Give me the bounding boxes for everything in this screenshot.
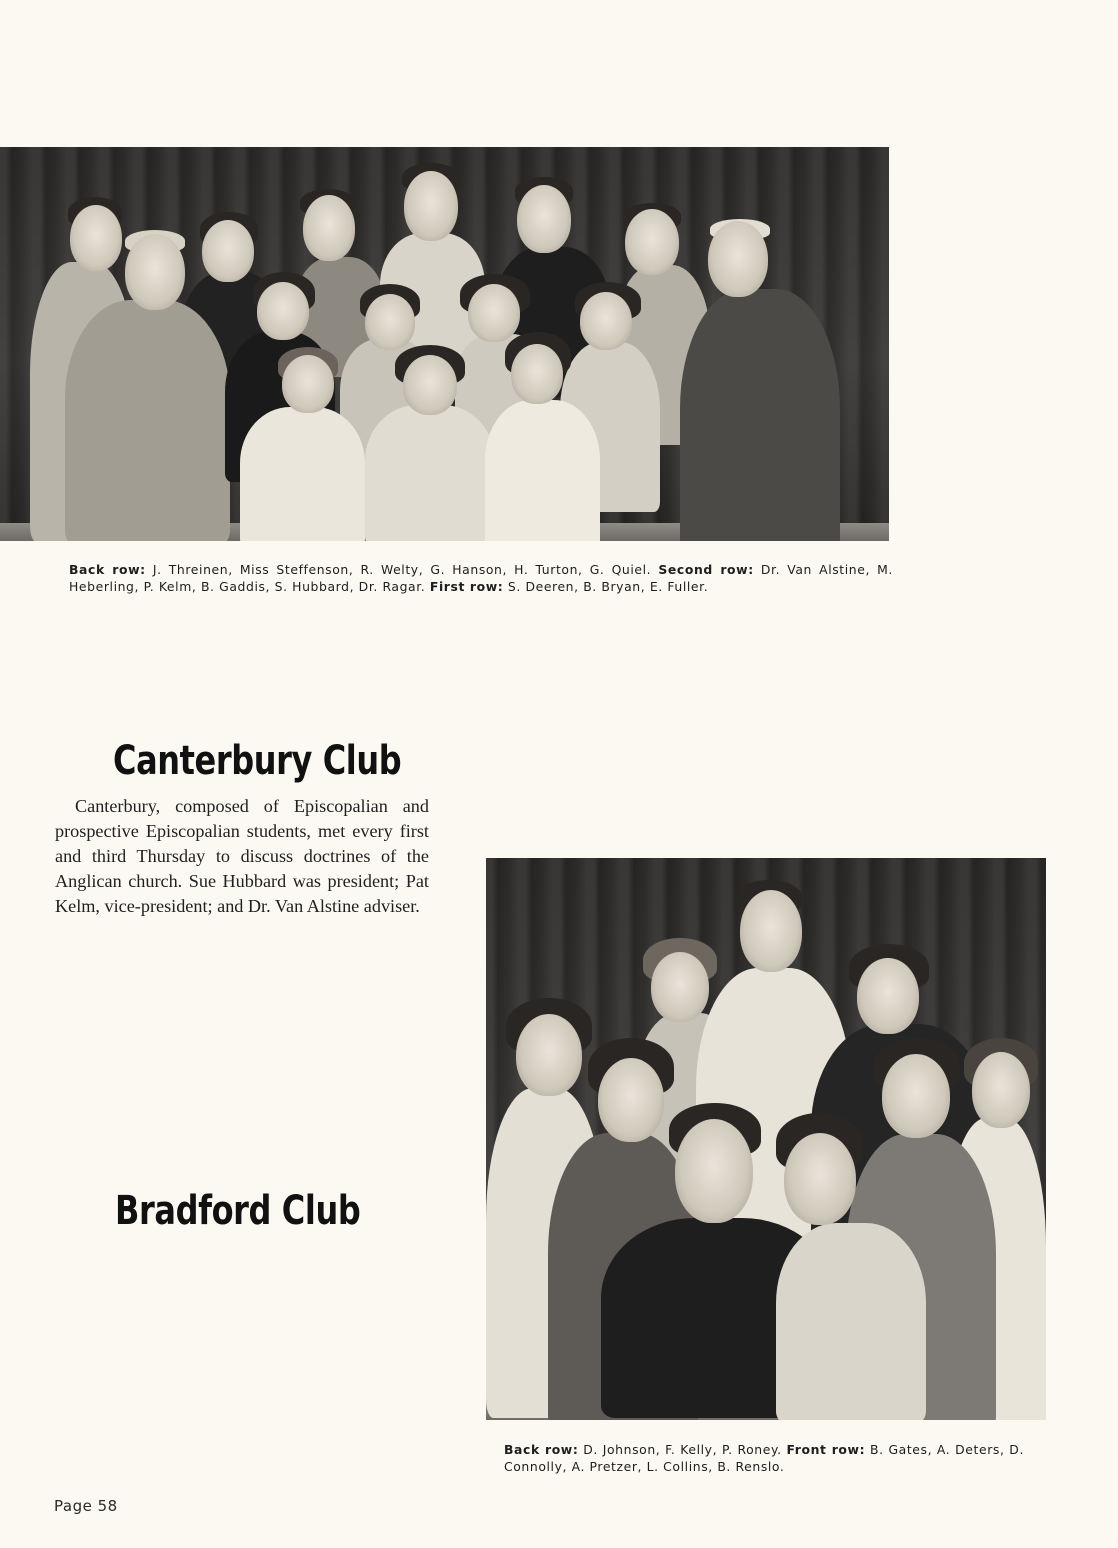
caption-first-row-label: First row: <box>429 579 504 594</box>
caption-front-row-names: B. Gates, A. Deters, D. Connolly, A. Pretzer, L. Collins, B. Renslo. <box>504 1442 1024 1474</box>
caption-second-row-names: Dr. Van Alstine, M. Heberling, P. Kelm, B. Gaddis, S. Hubbard, Dr. Ragar. <box>69 562 893 594</box>
top-photo-caption <box>69 561 893 595</box>
canterbury-club-title: Canterbury Club <box>113 738 402 784</box>
bradford-group-photo <box>486 858 1046 1420</box>
canterbury-group-photo <box>0 147 889 541</box>
bottom-photo-caption <box>504 1441 1024 1475</box>
caption-front-row-label: Front row: <box>786 1442 866 1457</box>
bradford-club-title: Bradford Club <box>115 1188 361 1234</box>
caption-back-row-label: Back row: <box>504 1442 579 1457</box>
caption-back-row-label: Back row: <box>69 562 146 577</box>
canterbury-club-description: Canterbury, composed of Episcopalian and prospective Episcopalian students, met every first and third Thursday to discuss doctrines of the Anglican church. Sue Hubbard was president; Pat Kelm, vice-president; and Dr. Van Alstine adviser. <box>55 796 429 916</box>
caption-back-row-names: J. Threinen, Miss Steffenson, R. Welty, G. Hanson, H. Turton, G. Quiel. <box>152 562 652 577</box>
caption-first-row-names: S. Deeren, B. Bryan, E. Fuller. <box>507 579 709 594</box>
caption-second-row-label: Second row: <box>658 562 754 577</box>
page-number: Page 58 <box>54 1497 118 1515</box>
caption-back-row-names: D. Johnson, F. Kelly, P. Roney. <box>583 1442 782 1457</box>
